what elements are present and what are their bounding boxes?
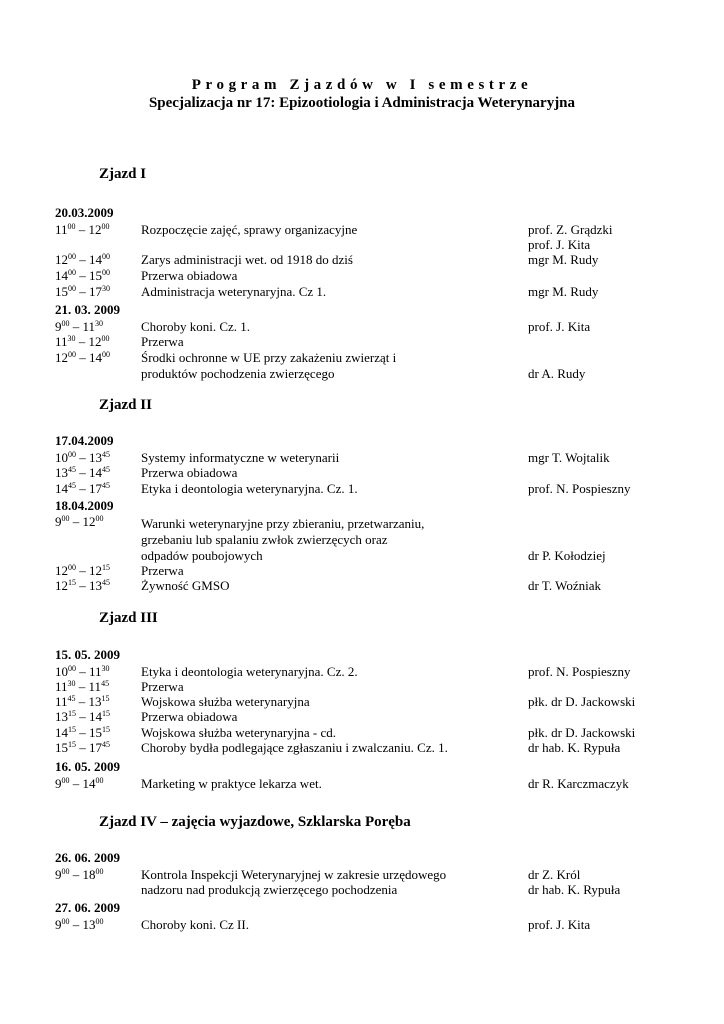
session-title: Żywność GMSO xyxy=(141,578,230,593)
zjazd-1-heading: Zjazd I xyxy=(99,166,147,182)
session-title: Przerwa obiadowa xyxy=(141,709,238,724)
session-title: Zarys administracji wet. od 1918 do dziś xyxy=(141,252,353,267)
time-range: $12^{00} - 14^{00}$ xyxy=(55,350,110,365)
session-title-cont: nadzoru nad produkcją zwierzęcego pochodzenia xyxy=(141,882,398,897)
lecturer: prof. Z. Grądzki xyxy=(528,222,613,237)
time-range: $14^{45} - 17^{45}$ xyxy=(55,481,110,496)
session-title: Wojskowa służba weterynaryjna - cd. xyxy=(141,725,336,740)
time-range: $9^{00} - 18^{00}$ xyxy=(55,867,104,882)
time-range: $11^{30} - 12^{00}$ xyxy=(55,334,110,349)
session-title: Choroby koni. Cz. 1. xyxy=(141,319,251,334)
session-title: Etyka i deontologia weterynaryjna. Cz. 2. xyxy=(141,664,358,679)
time-range: $15^{15} - 17^{45}$ xyxy=(55,740,110,755)
lecturer: płk. dr D. Jackowski xyxy=(528,694,636,709)
time-range: $9^{00} - 13^{00}$ xyxy=(55,917,104,932)
time-range: $11^{30} - 11^{45}$ xyxy=(55,679,110,694)
zjazd-3-heading: Zjazd III xyxy=(99,610,158,626)
zjazd-3-day-2-date: 16. 05. 2009 xyxy=(55,759,120,774)
time-range: $11^{00} - 12^{00}$ xyxy=(55,222,110,237)
session-title: Środki ochronne w UE przy zakażeniu zwierząt i xyxy=(141,350,397,365)
time-range: $12^{00} - 12^{15}$ xyxy=(55,563,110,578)
session-title: Przerwa obiadowa xyxy=(141,268,238,283)
time-range: $15^{00} - 17^{30}$ xyxy=(55,284,110,299)
session-title: Kontrola Inspekcji Weterynaryjnej w zakresie urzędowego xyxy=(141,867,447,882)
session-title: Przerwa obiadowa xyxy=(141,465,238,480)
lecturer: dr P. Kołodziej xyxy=(528,548,606,563)
lecturer: dr hab. K. Rypuła xyxy=(528,740,621,755)
lecturer: prof. N. Pospieszny xyxy=(528,481,631,496)
time-range: $14^{15} - 15^{15}$ xyxy=(55,725,110,740)
lecturer: prof. J. Kita xyxy=(528,319,591,334)
time-range: $10^{00} - 11^{30}$ xyxy=(55,664,110,679)
time-range: $11^{45} - 13^{15}$ xyxy=(55,694,110,709)
session-title: Marketing w praktyce lekarza wet. xyxy=(141,776,322,791)
zjazd-2-day-1-date: 17.04.2009 xyxy=(55,433,114,448)
session-title: Systemy informatyczne w weterynarii xyxy=(141,450,340,465)
lecturer: dr A. Rudy xyxy=(528,366,586,381)
session-title-cont: produktów pochodzenia zwierzęcego xyxy=(141,366,335,381)
lecturer: mgr M. Rudy xyxy=(528,284,599,299)
zjazd-4-heading: Zjazd IV – zajęcia wyjazdowe, Szklarska Poręba xyxy=(99,814,411,830)
zjazd-4-day-1-date: 26. 06. 2009 xyxy=(55,850,120,865)
lecturer: dr hab. K. Rypuła xyxy=(528,882,621,897)
session-title: Choroby bydła podlegające zgłaszaniu i zwalczaniu. Cz. 1. xyxy=(141,740,448,755)
time-range: $12^{15} - 13^{45}$ xyxy=(55,578,110,593)
zjazd-2-heading: Zjazd II xyxy=(99,397,152,413)
session-title-cont: odpadów poubojowych xyxy=(141,548,263,563)
session-title: Przerwa xyxy=(141,563,184,578)
document-subtitle: Specjalizacja nr 17: Epizootiologia i Administracja Weterynaryjna xyxy=(148,95,576,111)
time-range: $9^{00} - 11^{30}$ xyxy=(55,319,104,334)
lecturer: dr T. Woźniak xyxy=(528,578,601,593)
time-range: $13^{15} - 14^{15}$ xyxy=(55,709,110,724)
lecturer: mgr T. Wojtalik xyxy=(528,450,610,465)
session-title: Przerwa xyxy=(141,679,184,694)
lecturer: dr R. Karczmaczyk xyxy=(528,776,629,791)
session-title: Administracja weterynaryjna. Cz 1. xyxy=(141,284,327,299)
session-title: Warunki weterynaryjne przy zbieraniu, przetwarzaniu, xyxy=(141,516,425,531)
time-range: $13^{45} - 14^{45}$ xyxy=(55,465,110,480)
session-title: Rozpoczęcie zajęć, sprawy organizacyjne xyxy=(141,222,358,237)
lecturer: prof. N. Pospieszny xyxy=(528,664,631,679)
zjazd-2-day-2-date: 18.04.2009 xyxy=(55,498,114,513)
time-range: $10^{00} - 13^{45}$ xyxy=(55,450,110,465)
time-range: $12^{00} - 14^{00}$ xyxy=(55,252,110,267)
session-title: Choroby koni. Cz II. xyxy=(141,917,249,932)
session-title-cont: grzebaniu lub spalaniu zwłok zwierzęcych oraz xyxy=(141,532,388,547)
session-title: Etyka i deontologia weterynaryjna. Cz. 1. xyxy=(141,481,358,496)
lecturer: prof. J. Kita xyxy=(528,917,591,932)
time-range: $14^{00} - 15^{00}$ xyxy=(55,268,110,283)
time-range: $9^{00} - 14^{00}$ xyxy=(55,776,104,791)
session-title: Przerwa xyxy=(141,334,184,349)
zjazd-3-day-1-date: 15. 05. 2009 xyxy=(55,647,120,662)
session-title: Wojskowa służba weterynaryjna xyxy=(141,694,310,709)
zjazd-4-day-2-date: 27. 06. 2009 xyxy=(55,900,120,915)
lecturer: dr Z. Król xyxy=(528,867,581,882)
lecturer: mgr M. Rudy xyxy=(528,252,599,267)
zjazd-1-day-2-date: 21. 03. 2009 xyxy=(55,302,120,317)
lecturer: prof. J. Kita xyxy=(528,237,591,252)
lecturer: płk. dr D. Jackowski xyxy=(528,725,636,740)
zjazd-1-day-1-date: 20.03.2009 xyxy=(55,205,114,220)
time-range: $9^{00} - 12^{00}$ xyxy=(55,514,104,529)
document-title: Program Zjazdów w I semestrze xyxy=(191,77,533,93)
